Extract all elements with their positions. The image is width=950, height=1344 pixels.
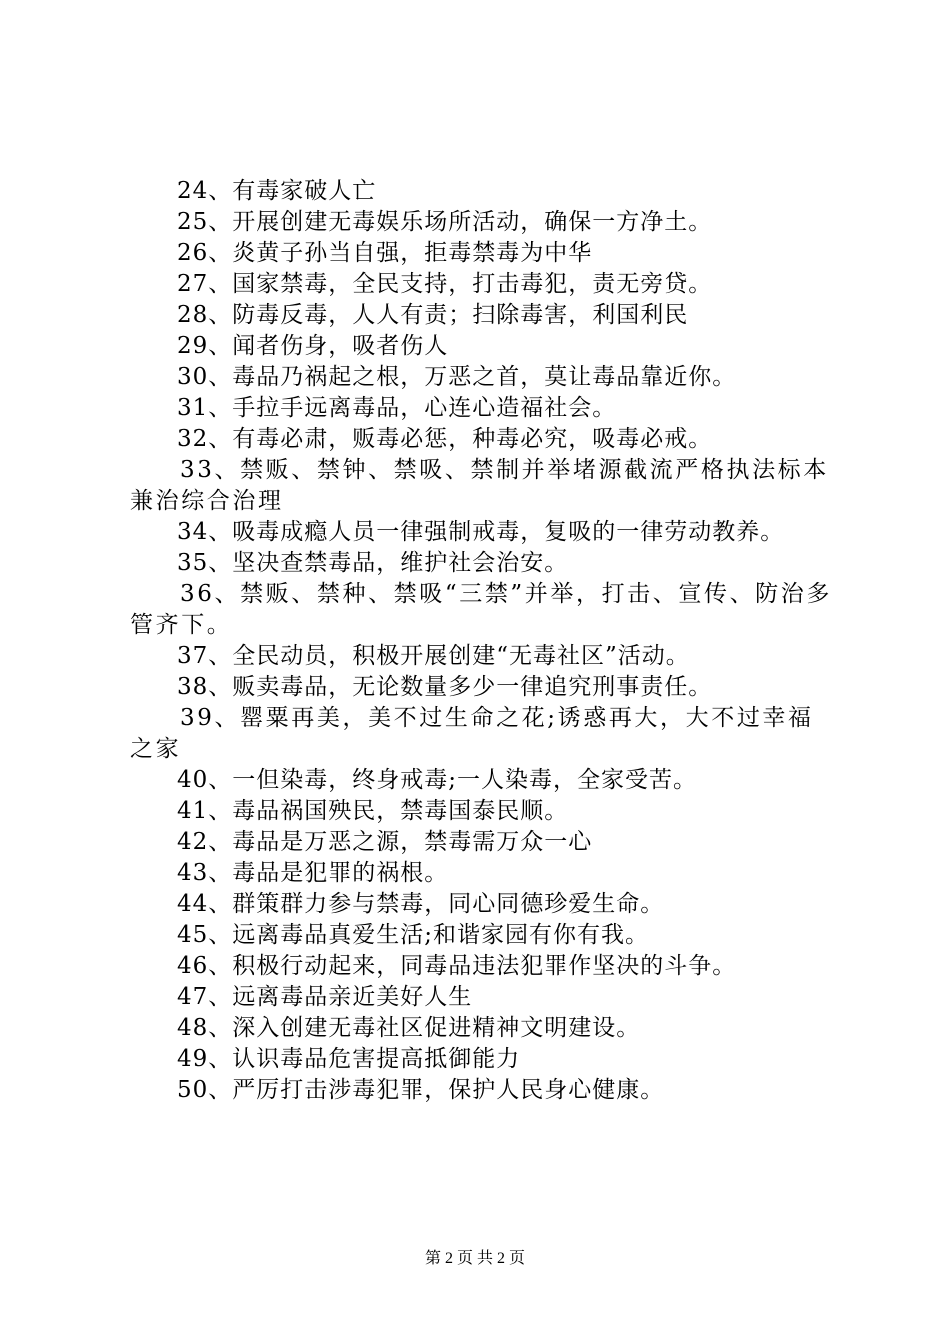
list-item: 47、远离毒品亲近美好人生 — [177, 984, 473, 1010]
list-item: 34、吸毒成瘾人员一律强制戒毒，复吸的一律劳动教养。 — [177, 519, 785, 545]
list-item: 45、远离毒品真爱生活;和谐家园有你有我。 — [177, 922, 650, 948]
page-footer: 第 2 页 共 2 页 — [424, 1250, 525, 1267]
list-item: 39、罂粟再美，美不过生命之花;诱惑再大，大不过幸福之家 — [130, 705, 814, 762]
list-item: 37、全民动员，积极开展创建“无毒社区”活动。 — [177, 643, 690, 669]
list-item: 43、毒品是犯罪的祸根。 — [177, 860, 449, 886]
list-item: 30、毒品乃祸起之根，万恶之首，莫让毒品靠近你。 — [177, 364, 737, 390]
list-item: 38、贩卖毒品，无论数量多少一律追究刑事责任。 — [177, 674, 713, 700]
list-item: 35、坚决查禁毒品，维护社会治安。 — [177, 550, 569, 576]
list-item: 27、国家禁毒，全民支持，打击毒犯，责无旁贷。 — [177, 271, 713, 297]
list-item: 49、认识毒品危害提高抵御能力 — [177, 1046, 521, 1072]
list-item: 48、深入创建无毒社区促进精神文明建设。 — [177, 1015, 641, 1041]
list-item: 33、禁贩、禁钟、禁吸、禁制并举堵源截流严格执法标本兼治综合治理 — [130, 457, 829, 514]
list-item: 25、开展创建无毒娱乐场所活动，确保一方净土。 — [177, 209, 713, 235]
list-item: 36、禁贩、禁种、禁吸“三禁”并举，打击、宣传、防治多管齐下。 — [130, 581, 832, 638]
list-item: 24、有毒家破人亡 — [177, 178, 377, 204]
list-item: 26、炎黄子孙当自强，拒毒禁毒为中华 — [177, 240, 593, 266]
list-item: 44、群策群力参与禁毒，同心同德珍爱生命。 — [177, 891, 665, 917]
list-item: 46、积极行动起来，同毒品违法犯罪作坚决的斗争。 — [177, 953, 737, 979]
list-item: 29、闻者伤身，吸者伤人 — [177, 333, 449, 359]
list-item: 50、严厉打击涉毒犯罪，保护人民身心健康。 — [177, 1077, 665, 1103]
list-item: 31、手拉手远离毒品，心连心造福社会。 — [177, 395, 617, 421]
list-item: 32、有毒必肃，贩毒必惩，种毒必究，吸毒必戒。 — [177, 426, 713, 452]
list-item: 41、毒品祸国殃民，禁毒国泰民顺。 — [177, 798, 569, 824]
list-item: 40、一但染毒，终身戒毒;一人染毒，全家受苦。 — [177, 767, 698, 793]
list-item: 28、防毒反毒，人人有责；扫除毒害，利国利民 — [177, 302, 689, 328]
slogan-list — [130, 176, 832, 1106]
list-item: 42、毒品是万恶之源，禁毒需万众一心 — [177, 829, 593, 855]
